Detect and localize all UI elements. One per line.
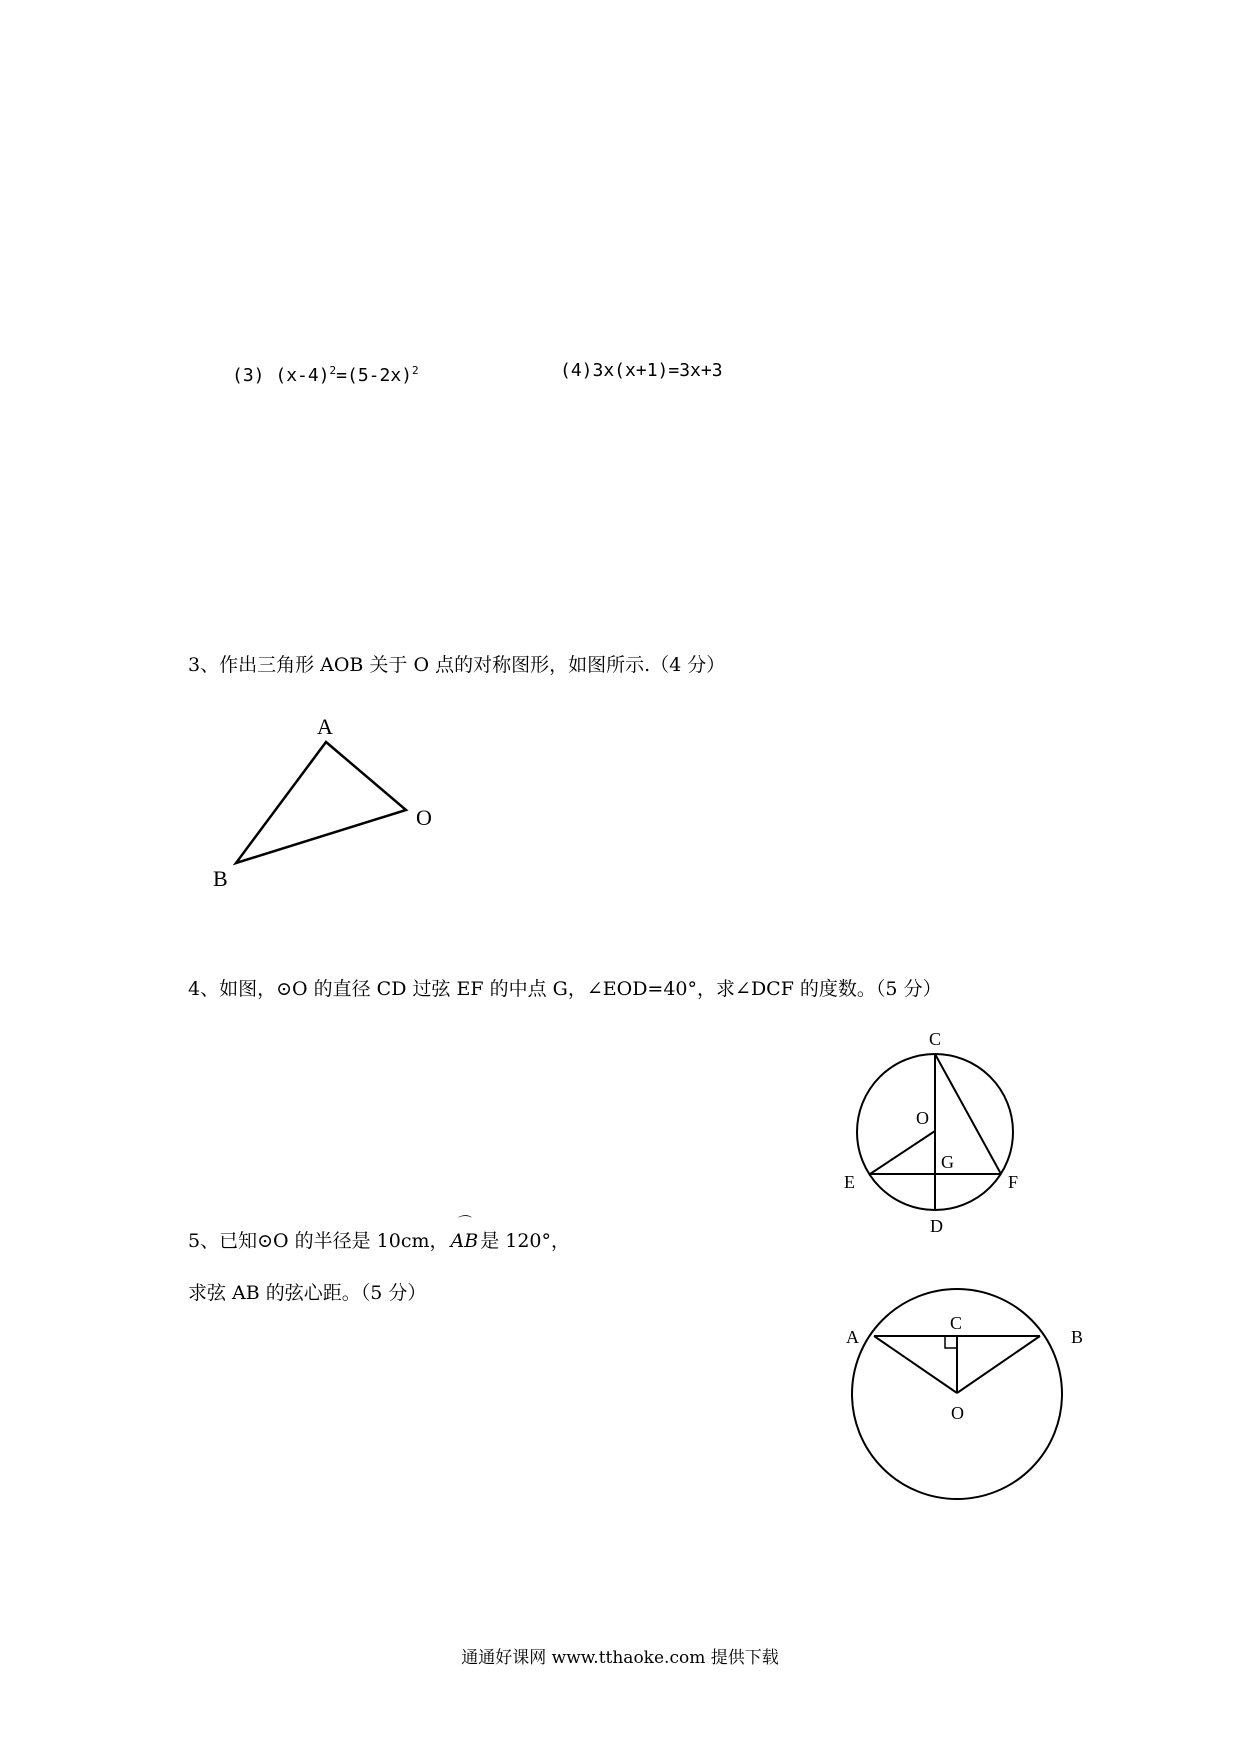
label-o: O <box>951 1403 964 1423</box>
equation-3 <box>232 359 419 388</box>
equation-3-exponent-1: 2 <box>329 364 337 377</box>
segment-oe <box>870 1131 935 1174</box>
label-b: B <box>1071 1327 1084 1347</box>
equation-4: (4)3x(x+1)=3x+3 <box>560 360 723 381</box>
right-angle-mark <box>945 1336 957 1348</box>
equation-3-exponent-2: 2 <box>412 364 419 377</box>
equation-3-left: (x-4) <box>275 365 330 386</box>
arc-label: AB <box>450 1230 479 1252</box>
equation-3-right: =(5-2x) <box>336 365 413 386</box>
circle-cd-ef-figure <box>838 1025 1038 1245</box>
problem-5-line-1-end: 是 120°， <box>480 1230 570 1252</box>
label-c: C <box>950 1313 963 1333</box>
segment-ob <box>957 1336 1040 1393</box>
problem-5-line-1 <box>188 1215 570 1253</box>
problem-5-line-1-start: 5、已知⊙O 的半径是 10cm， <box>188 1230 449 1252</box>
label-a: A <box>317 714 333 739</box>
label-b: B <box>213 866 228 891</box>
label-a: A <box>846 1327 859 1347</box>
label-f: F <box>1008 1172 1019 1192</box>
arc-symbol: ⌒ <box>455 1215 470 1231</box>
equation-3-label: (3) <box>232 365 265 386</box>
problem-3-text: 3、作出三角形 AOB 关于 O 点的对称图形，如图所示.（4 分） <box>188 654 726 676</box>
label-g: G <box>941 1152 954 1172</box>
circle-chord-ab-figure <box>840 1280 1110 1520</box>
label-e: E <box>844 1172 855 1192</box>
label-d: D <box>930 1216 943 1236</box>
triangle-aob-figure <box>200 708 460 898</box>
triangle-aob <box>236 742 406 863</box>
footer-credit: 通通好课网 www.tthaoke.com 提供下载 <box>461 1648 779 1668</box>
problem-4-text: 4、如图，⊙O 的直径 CD 过弦 EF 的中点 G，∠EOD=40°，求∠DCF 的度数。（5 分） <box>188 978 942 1000</box>
label-c: C <box>929 1029 942 1049</box>
problem-5-line-2: 求弦 AB 的弦心距。（5 分） <box>188 1282 427 1304</box>
arc-ab <box>450 1215 479 1253</box>
label-o: O <box>916 1108 929 1128</box>
label-o: O <box>416 805 432 830</box>
